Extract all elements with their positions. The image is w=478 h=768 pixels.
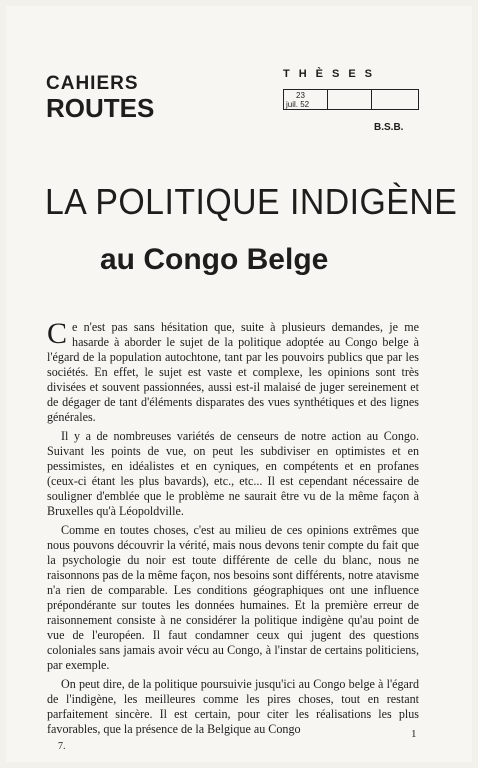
- empty-cell: [371, 90, 416, 109]
- date-cell: [284, 90, 328, 109]
- logo-line-routes: ROUTES: [46, 93, 155, 123]
- drop-cap: C: [47, 317, 68, 350]
- paragraph-2: Il y a de nombreuses variétés de censeurs de notre action au Congo. Suivant les points de vue, on peut les subdiviser en optimistes et en pessimistes, en idéalistes et en cyniques, en compétents et en profanes (ceux-ci étant les plus bavards), etc., etc... Il est cependant nécessaire de souligner d'emblée que le problème ne saurait être vu de la même façon à Bruxelles qu'à Léopoldville.: [47, 429, 419, 518]
- date-day: 23: [296, 91, 305, 100]
- article-subtitle: au Congo Belge: [100, 243, 329, 276]
- margin-mark: 7.: [58, 741, 66, 752]
- paragraph-3: Comme en toutes choses, c'est au milieu de ces opinions extrêmes que nous pouvons découvrir la vérité, mais nous devons tenir compte du fait que la psychologie du noir est toute différente de celle du blanc, nous ne raisonnons pas de la même façon, nos besoins sont différents, notre atavisme n'a rien de comparable. Les conditions géographiques ont une influence prépondérante sur toutes les données humaines. Et la première erreur de raisonnement consiste à ne considérer la politique indigène qu'au point de vue de l'européen. Il faut condamner ceux qui jugent des questions coloniales sans jamais avoir vécu au Congo, à l'instar de certains politiciens, par exemple.: [47, 523, 419, 672]
- paragraph-4: On peut dire, de la politique poursuivie jusqu'ici au Congo belge à l'égard de l'indigène, les meilleures comme les pires choses, tout en restant parfaitement sincère. Il est certain, pour citer les réalisations les plus favorables, que la présence de la Belgique au Congo: [47, 677, 419, 736]
- page-number: 1: [411, 728, 417, 740]
- logo-line-cahiers: CAHIERS: [46, 73, 139, 94]
- bsb-mark: B.S.B.: [374, 122, 404, 133]
- date-month-year: juil. 52: [286, 100, 310, 109]
- empty-cell: [327, 90, 372, 109]
- date-stamp-box: [283, 89, 419, 110]
- paragraph-1-text: e n'est pas sans hésitation que, suite à plusieurs demandes, je me hasarde à aborder le sujet de la politique adoptée au Congo belge à l'égard de la population autochtone, tant par les pouvoirs publics que par les sociétés. En effet, le sujet est vaste et complexe, les opinions sont très divisées et souvent passionnées, aussi est-il malaisé de juger sereinement et de dégager de tant d'éléments disparates des vues synthétiques et des lignes générales.: [47, 320, 419, 424]
- article-title: LA POLITIQUE INDIGÈNE: [45, 181, 458, 222]
- article-body: [47, 317, 419, 737]
- theses-label: THÈSES: [283, 68, 382, 80]
- paragraph-1: [47, 317, 419, 425]
- publication-logo: [46, 74, 154, 121]
